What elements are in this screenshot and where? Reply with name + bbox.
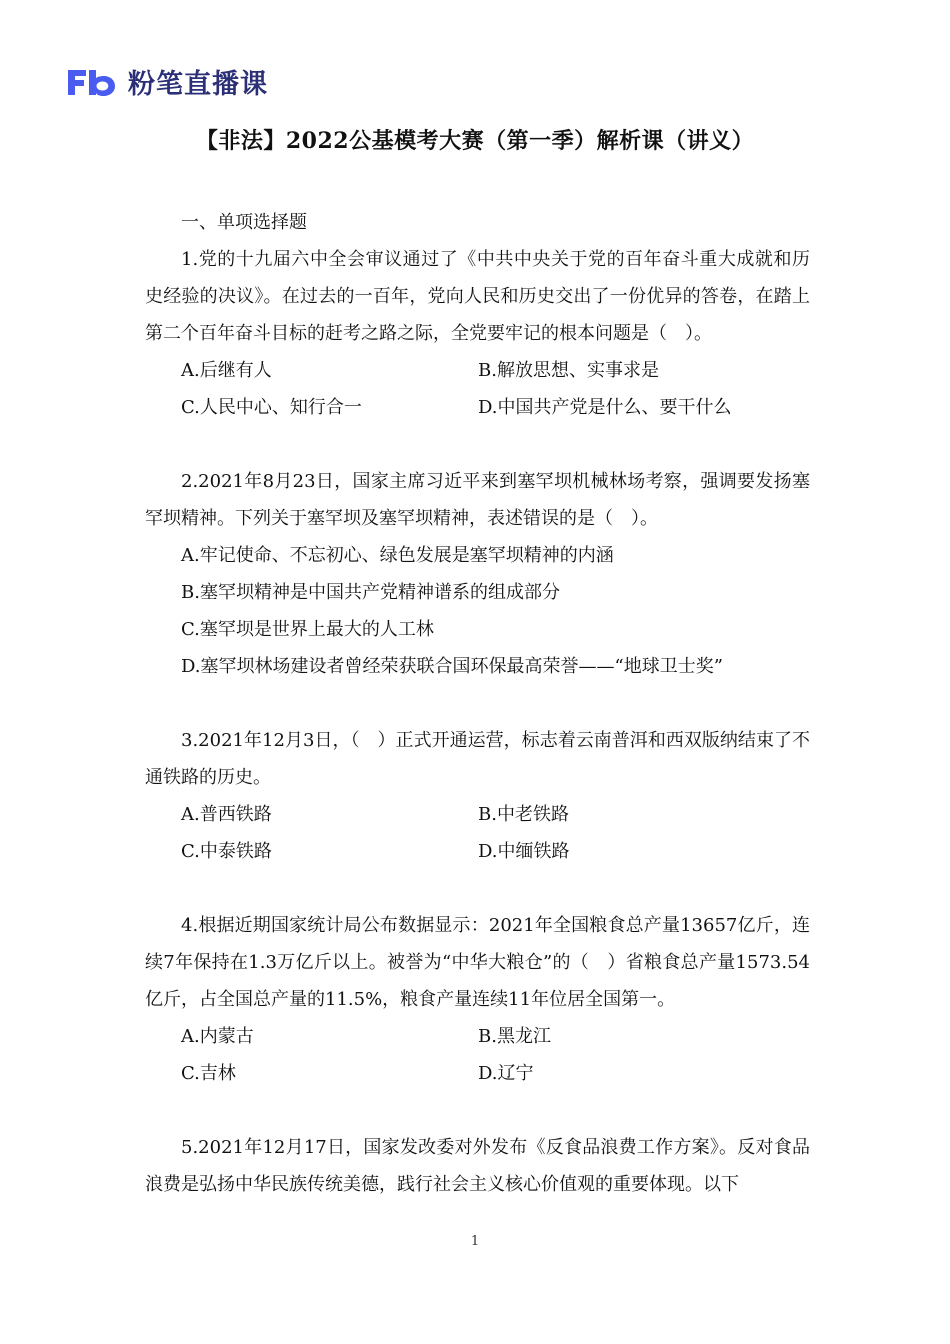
question-item [145, 1129, 810, 1203]
option-row [181, 796, 810, 833]
question-stem: 2.2021年8月23日，国家主席习近平来到塞罕坝机械林场考察，强调要发扬塞罕坝精神。下列关于塞罕坝及塞罕坝精神，表述错误的是（ ）。 [145, 471, 810, 529]
option-item: C.吉林 [181, 1063, 236, 1084]
option-row [181, 389, 810, 426]
option-row [181, 648, 810, 685]
option-item: C.塞罕坝是世界上最大的人工林 [181, 619, 434, 640]
question-item [145, 463, 810, 685]
option-item: B.解放思想、实事求是 [478, 360, 659, 381]
option-item: B.黑龙江 [478, 1026, 551, 1047]
option-row [181, 574, 810, 611]
option-list [145, 796, 810, 870]
option-item: A.后继有人 [181, 360, 272, 381]
option-list [145, 537, 810, 685]
question-list [145, 241, 810, 1203]
option-item: A.牢记使命、不忘初心、绿色发展是塞罕坝精神的内涵 [181, 545, 614, 566]
option-item: D.中缅铁路 [478, 841, 570, 862]
fb-logo-icon [66, 67, 118, 97]
option-item: D.辽宁 [478, 1063, 534, 1084]
section-heading: 一、单项选择题 [181, 212, 307, 233]
option-row [181, 1018, 810, 1055]
option-list [145, 352, 810, 426]
question-item [145, 907, 810, 1092]
option-item: A.内蒙古 [181, 1026, 254, 1047]
option-item: B.中老铁路 [478, 804, 569, 825]
question-stem: 1.党的十九届六中全会审议通过了《中共中央关于党的百年奋斗重大成就和历史经验的决议》。在过去的一百年，党向人民和历史交出了一份优异的答卷，在踏上第二个百年奋斗目标的赶考之路之际，全党要牢记的根本问题是（ ）。 [145, 249, 810, 344]
option-item: C.中泰铁路 [181, 841, 272, 862]
option-row [181, 833, 810, 870]
question-stem: 5.2021年12月17日，国家发改委对外发布《反食品浪费工作方案》。反对食品浪费是弘扬中华民族传统美德，践行社会主义核心价值观的重要体现。以下 [145, 1137, 810, 1195]
question-item [145, 722, 810, 870]
option-list [145, 1018, 810, 1092]
option-item: D.中国共产党是什么、要干什么 [478, 397, 732, 418]
option-item: C.人民中心、知行合一 [181, 397, 362, 418]
question-item [145, 241, 810, 426]
option-item: A.普西铁路 [181, 804, 272, 825]
option-row [181, 611, 810, 648]
option-row [181, 537, 810, 574]
option-item: B.塞罕坝精神是中国共产党精神谱系的组成部分 [181, 582, 560, 603]
page-number: 1 [470, 1234, 480, 1249]
option-item: D.塞罕坝林场建设者曾经荣获联合国环保最高荣誉——“地球卫士奖” [181, 656, 723, 677]
question-stem: 3.2021年12月3日，（ ）正式开通运营，标志着云南普洱和西双版纳结束了不通铁路的历史。 [145, 730, 810, 788]
option-row [181, 352, 810, 389]
option-row [181, 1055, 810, 1092]
question-stem: 4.根据近期国家统计局公布数据显示：2021年全国粮食总产量13657亿斤，连续7年保持在1.3万亿斤以上。被誉为“中华大粮仓”的（ ）省粮食总产量1573.54亿斤，占全国总产量的11.5%，粮食产量连续11年位居全国第一。 [145, 915, 810, 1010]
header-logo [66, 62, 268, 101]
logo-text: 粉笔直播课 [128, 69, 268, 100]
document-title: 【非法】2022公基模考大赛（第一季）解析课（讲义） [195, 128, 755, 154]
document-body [145, 204, 810, 1240]
